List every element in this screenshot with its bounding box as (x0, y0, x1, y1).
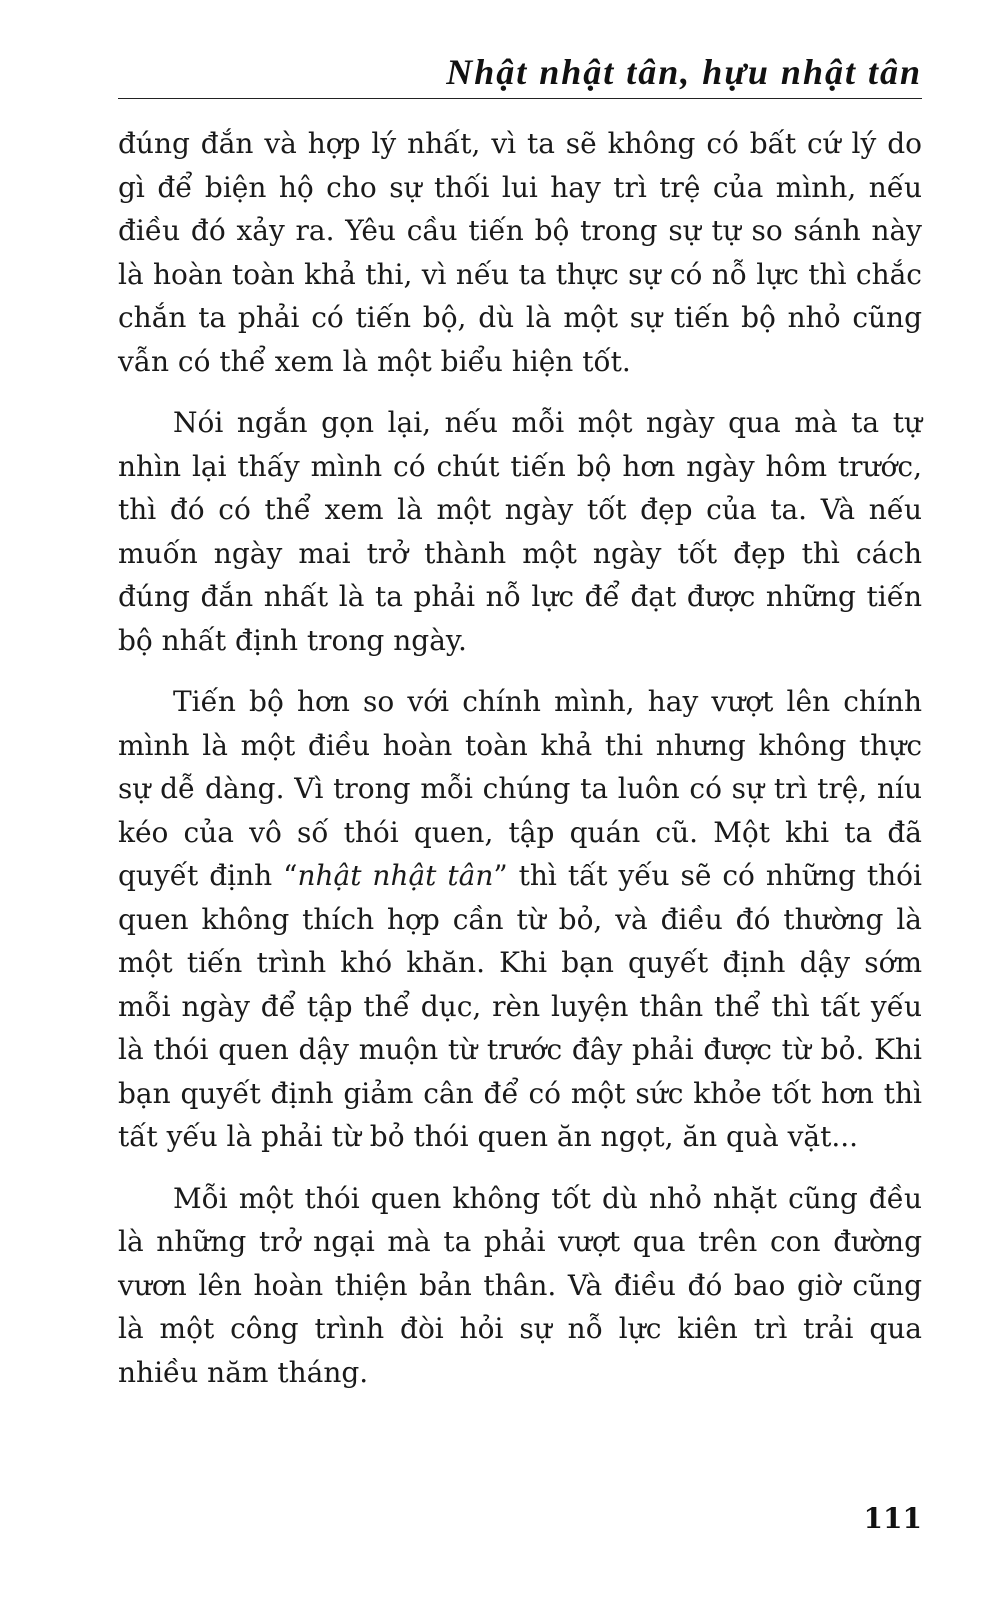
paragraph-1: đúng đắn và hợp lý nhất, vì ta sẽ không có bất cứ lý do gì để biện hộ cho sự thối lui hay trì trệ của mình, nếu điều đó xảy ra. Yêu cầu tiến bộ trong sự tự so sánh này là hoàn toàn khả thi, vì nếu ta thực sự có nỗ lực thì chắc chắn ta phải có tiến bộ, dù là một sự tiến bộ nhỏ cũng vẫn có thể xem là một biểu hiện tốt. (118, 127, 922, 378)
body-text (118, 122, 922, 1412)
running-header (118, 52, 922, 99)
paragraph-3 (118, 680, 922, 1159)
paragraph-3-italic-term: nhật nhật tân (297, 859, 494, 892)
page-number: 111 (863, 1502, 922, 1535)
running-title: Nhật nhật tân, hựu nhật tân (446, 52, 922, 92)
paragraph-4: Mỗi một thói quen không tốt dù nhỏ nhặt cũng đều là những trở ngại mà ta phải vượt qua trên con đường vươn lên hoàn thiện bản thân. Và điều đó bao giờ cũng là một công trình đòi hỏi sự nỗ lực kiên trì trải qua nhiều năm tháng. (118, 1181, 922, 1389)
paragraph-3-text-after: ” thì tất yếu sẽ có những thói quen không thích hợp cần từ bỏ, và điều đó thường là một tiến trình khó khăn. Khi bạn quyết định dậy sớm mỗi ngày để tập thể dục, rèn luyện thân thể thì tất yếu là thói quen dậy muộn từ trước đây phải được từ bỏ. Khi bạn quyết định giảm cân để có một sức khỏe tốt hơn thì tất yếu là phải từ bỏ thói quen ăn ngọt, ăn quà vặt... (118, 859, 922, 1153)
paragraph-2: Nói ngắn gọn lại, nếu mỗi một ngày qua mà ta tự nhìn lại thấy mình có chút tiến bộ hơn ngày hôm trước, thì đó có thể xem là một ngày tốt đẹp của ta. Và nếu muốn ngày mai trở thành một ngày tốt đẹp thì cách đúng đắn nhất là ta phải nỗ lực để đạt được những tiến bộ nhất định trong ngày. (118, 406, 922, 657)
paragraph-3-text-before: Tiến bộ hơn so với chính mình, hay vượt lên chính mình là một điều hoàn toàn khả thi nhưng không thực sự dễ dàng. Vì trong mỗi chúng ta luôn có sự trì trệ, níu kéo của vô số thói quen, tập quán cũ. Một khi ta đã quyết định “ (118, 685, 922, 892)
